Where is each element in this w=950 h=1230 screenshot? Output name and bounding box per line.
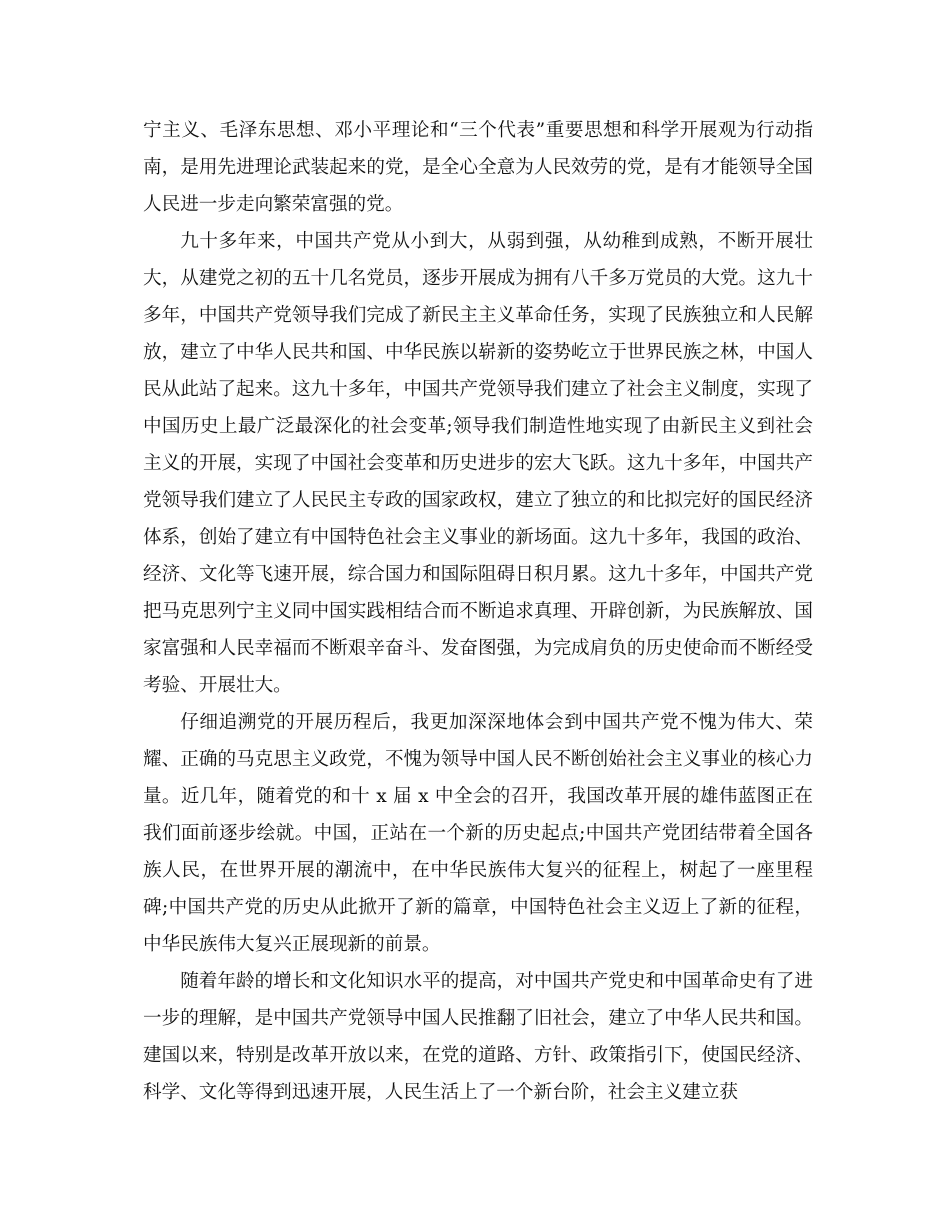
document-body xyxy=(143,112,813,1111)
paragraph-4: 随着年龄的增长和文化知识水平的提高，对中国共产党史和中国革命史有了进一步的理解，是中国共产党领导中国人民推翻了旧社会，建立了中华人民共和国。建国以来，特别是改革开放以来，在党的道路、方针、政策指引下，使国民经济、科学、文化等得到迅速开展，人民生活上了一个新台阶，社会主义建立获 xyxy=(143,971,813,1103)
paragraph-1: 宁主义、毛泽东思想、邓小平理论和“三个代表”重要思想和科学开展观为行动指南，是用先进理论武装起来的党，是全心全意为人民效劳的党，是有才能领导全国人民进一步走向繁荣富强的党。 xyxy=(143,120,813,215)
paragraph-3: 仔细追溯党的开展历程后，我更加深深地体会到中国共产党不愧为伟大、荣耀、正确的马克思主义政党，不愧为领导中国人民不断创始社会主义事业的核心力量。近几年，随着党的和十 x 届 x 中全会的召开，我国改革开展的雄伟蓝图正在我们面前逐步绘就。中国，正站在一个新的历史起点;中国共产党团结带着全国各族人民，在世界开展的潮流中，在中华民族伟大复兴的征程上，树起了一座里程碑;中国共产党的历史从此掀开了新的篇章，中国特色社会主义迈上了新的征程，中华民族伟大复兴正展现新的前景。 xyxy=(143,712,813,955)
paragraph-2: 九十多年来，中国共产党从小到大，从弱到强，从幼稚到成熟，不断开展壮大，从建党之初的五十几名党员，逐步开展成为拥有八千多万党员的大党。这九十多年，中国共产党领导我们完成了新民主主义革命任务，实现了民族独立和人民解放，建立了中华人民共和国、中华民族以崭新的姿势屹立于世界民族之林，中国人民从此站了起来。这九十多年，中国共产党领导我们建立了社会主义制度，实现了中国历史上最广泛最深化的社会变革;领导我们制造性地实现了由新民主义到社会主义的开展，实现了中国社会变革和历史进步的宏大飞跃。这九十多年，中国共产党领导我们建立了人民民主专政的国家政权，建立了独立的和比拟完好的国民经济体系，创始了建立有中国特色社会主义事业的新场面。这九十多年，我国的政治、经济、文化等飞速开展，综合国力和国际阻碍日积月累。这九十多年，中国共产党把马克思列宁主义同中国实践相结合而不断追求真理、开辟创新，为民族解放、国家富强和人民幸福而不断艰辛奋斗、发奋图强，为完成肩负的历史使命而不断经受考验、开展壮大。 xyxy=(143,231,813,696)
